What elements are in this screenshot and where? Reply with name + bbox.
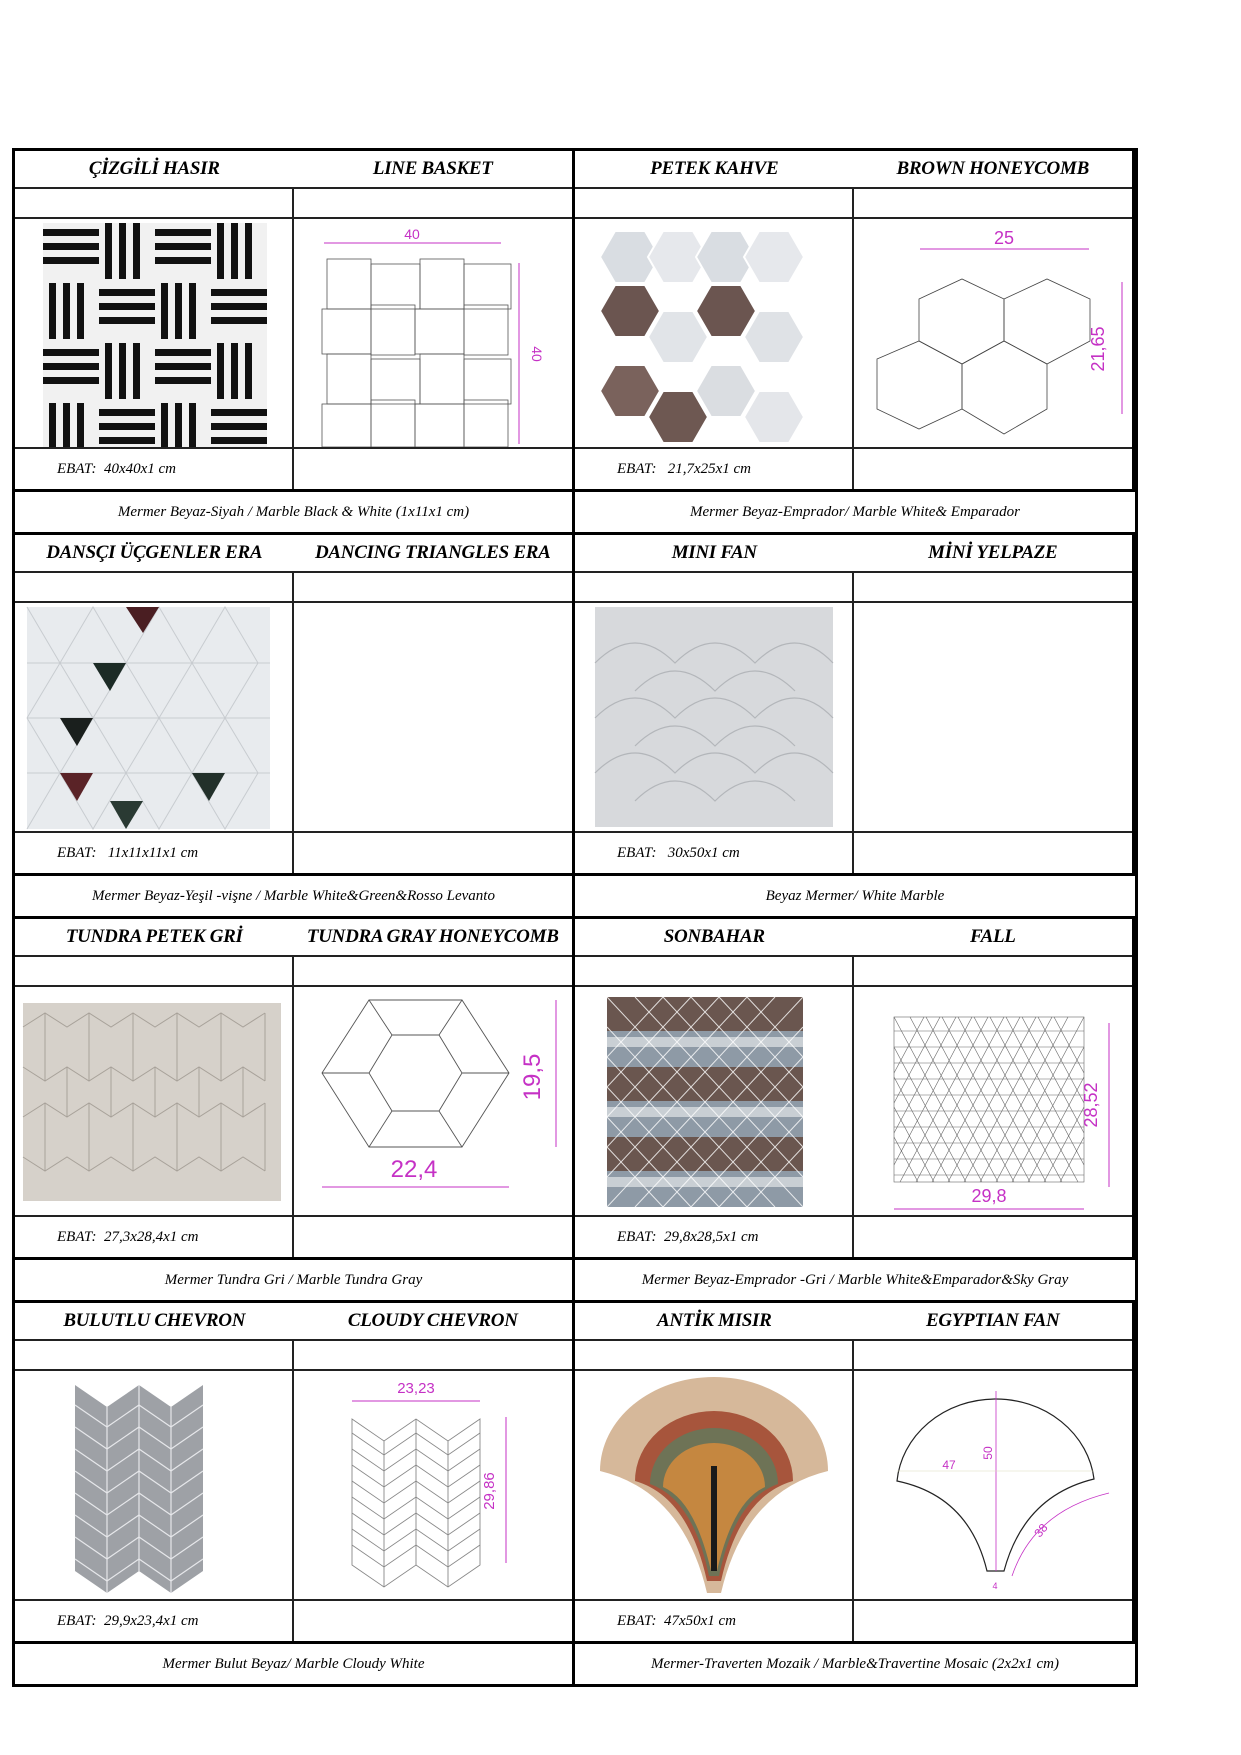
product-name-en: FALL bbox=[969, 926, 1016, 947]
product-name-tr: MINI FAN bbox=[671, 542, 757, 563]
product-egyptian-fan bbox=[575, 1303, 1135, 1641]
catalog-row-4 bbox=[15, 1303, 1135, 1684]
material-description: Mermer Beyaz-Emprador -Gri / Marble White&Emparador&Sky Gray bbox=[575, 1257, 1135, 1300]
svg-text:25: 25 bbox=[993, 228, 1014, 248]
svg-text:29,8: 29,8 bbox=[970, 1186, 1007, 1206]
product-name-tr: PETEK KAHVE bbox=[650, 158, 779, 179]
product-brown-honeycomb bbox=[575, 151, 1135, 489]
product-name-en: TUNDRA GRAY HONEYCOMB bbox=[306, 926, 559, 947]
technical-drawing bbox=[854, 219, 1133, 447]
size-spec: EBAT: 11x11x11x1 cm bbox=[15, 833, 294, 873]
svg-text:4: 4 bbox=[991, 1581, 998, 1591]
product-name-en: MİNİ YELPAZE bbox=[928, 542, 1058, 563]
catalog-row-2 bbox=[15, 535, 1135, 919]
svg-text:40: 40 bbox=[528, 346, 545, 362]
svg-text:29,86: 29,86 bbox=[480, 1472, 498, 1510]
product-tundra-gray-honeycomb bbox=[15, 919, 575, 1257]
product-name-tr: DANSÇI ÜÇGENLER ERA bbox=[46, 542, 263, 563]
svg-text:22,4: 22,4 bbox=[390, 1156, 437, 1183]
svg-text:21,65: 21,65 bbox=[1087, 326, 1108, 372]
size-spec: EBAT: 29,9x23,4x1 cm bbox=[15, 1601, 294, 1641]
product-dancing-triangles bbox=[15, 535, 575, 873]
product-name-tr: ÇİZGİLİ HASIR bbox=[88, 158, 220, 179]
svg-text:47: 47 bbox=[941, 1458, 956, 1472]
product-photo bbox=[575, 603, 854, 831]
product-photo bbox=[575, 1371, 854, 1599]
product-mini-fan bbox=[575, 535, 1135, 873]
size-spec: EBAT: 27,3x28,4x1 cm bbox=[15, 1217, 294, 1257]
catalog-row-3 bbox=[15, 919, 1135, 1303]
technical-drawing bbox=[294, 219, 573, 447]
product-photo bbox=[15, 1371, 294, 1599]
product-photo bbox=[575, 987, 854, 1215]
product-name-en: BROWN HONEYCOMB bbox=[896, 158, 1089, 179]
material-description: Beyaz Mermer/ White Marble bbox=[575, 873, 1135, 916]
material-description: Mermer Beyaz-Yeşil -vişne / Marble White&Green&Rosso Levanto bbox=[15, 873, 575, 916]
svg-text:50: 50 bbox=[980, 1446, 995, 1460]
technical-drawing-empty bbox=[854, 603, 1133, 831]
material-description: Mermer Beyaz-Siyah / Marble Black & White (1x11x1 cm) bbox=[15, 489, 575, 532]
material-description: Mermer Beyaz-Emprador/ Marble White& Emparador bbox=[575, 489, 1135, 532]
svg-text:23,23: 23,23 bbox=[396, 1380, 435, 1397]
technical-drawing-empty bbox=[294, 603, 573, 831]
size-spec: EBAT: 21,7x25x1 cm bbox=[575, 449, 854, 489]
technical-drawing bbox=[294, 987, 573, 1215]
product-photo bbox=[15, 603, 294, 831]
material-description: Mermer-Traverten Mozaik / Marble&Travertine Mosaic (2x2x1 cm) bbox=[575, 1641, 1135, 1684]
product-photo bbox=[575, 219, 854, 447]
size-spec: EBAT: 40x40x1 cm bbox=[15, 449, 294, 489]
product-cloudy-chevron bbox=[15, 1303, 575, 1641]
svg-text:38: 38 bbox=[1030, 1520, 1051, 1541]
size-spec: EBAT: 47x50x1 cm bbox=[575, 1601, 854, 1641]
svg-text:19,5: 19,5 bbox=[518, 1053, 546, 1101]
svg-text:40: 40 bbox=[403, 226, 420, 242]
product-fall bbox=[575, 919, 1135, 1257]
size-spec: EBAT: 29,8x28,5x1 cm bbox=[575, 1217, 854, 1257]
technical-drawing bbox=[294, 1371, 573, 1599]
product-name-en: LINE BASKET bbox=[372, 158, 493, 179]
product-name-en: EGYPTIAN FAN bbox=[926, 1310, 1060, 1331]
product-photo bbox=[15, 219, 294, 447]
material-description: Mermer Tundra Gri / Marble Tundra Gray bbox=[15, 1257, 575, 1300]
product-name-tr: ANTİK MISIR bbox=[657, 1310, 772, 1331]
technical-drawing bbox=[854, 1371, 1133, 1599]
product-name-en: CLOUDY CHEVRON bbox=[347, 1310, 518, 1331]
material-description: Mermer Bulut Beyaz/ Marble Cloudy White bbox=[15, 1641, 575, 1684]
size-spec: EBAT: 30x50x1 cm bbox=[575, 833, 854, 873]
svg-text:28,52: 28,52 bbox=[1080, 1082, 1101, 1128]
product-line-basket bbox=[15, 151, 575, 489]
catalog-row-1 bbox=[15, 151, 1135, 535]
product-name-tr: TUNDRA PETEK GRİ bbox=[65, 926, 243, 947]
product-name-en: DANCING TRIANGLES ERA bbox=[315, 542, 551, 563]
product-photo bbox=[15, 987, 294, 1215]
product-name-tr: BULUTLU CHEVRON bbox=[63, 1310, 246, 1331]
technical-drawing bbox=[854, 987, 1133, 1215]
product-name-tr: SONBAHAR bbox=[663, 926, 765, 947]
product-catalog-table bbox=[12, 148, 1138, 1687]
